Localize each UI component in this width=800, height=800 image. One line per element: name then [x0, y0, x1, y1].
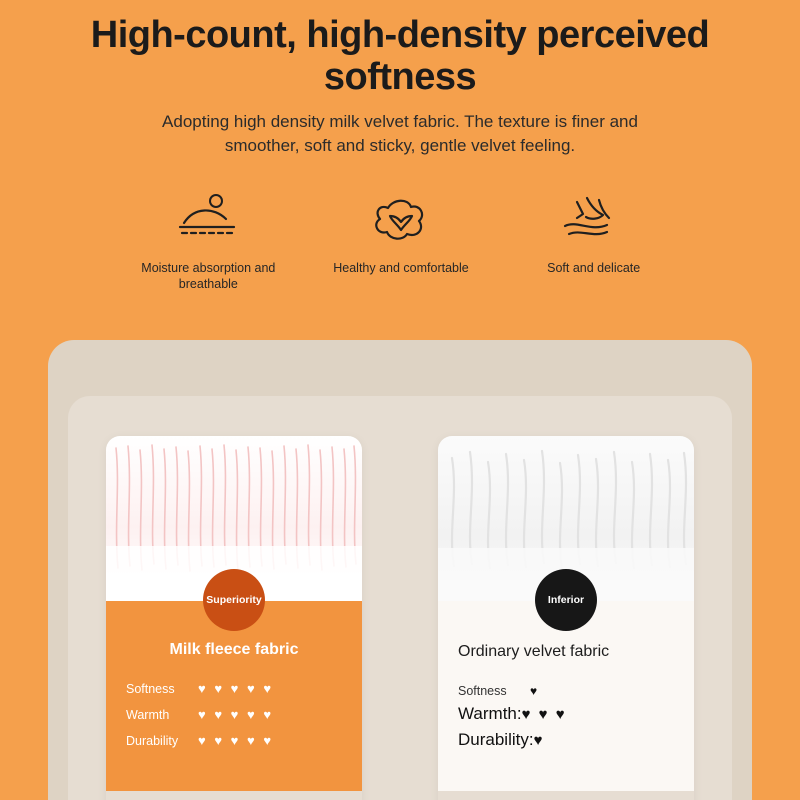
badge-inferior: Inferior [535, 569, 597, 631]
feature-item-healthy [305, 186, 498, 292]
feature-item-soft [497, 186, 690, 292]
attribute-label: Durability: [458, 730, 534, 749]
attribute-hearts: ♥ [530, 684, 540, 698]
feature-label: Soft and delicate [547, 261, 641, 275]
soft-touch-hand-icon [497, 186, 690, 248]
badge-superiority: Superiority [203, 569, 265, 631]
comparison-column-inferior [400, 396, 732, 800]
attribute-label: Softness [458, 684, 507, 698]
feature-item-moisture [112, 186, 305, 292]
feature-label: Moisture absorption and breathable [141, 261, 276, 291]
comparison-panel [48, 340, 752, 800]
attribute-label: Softness [126, 681, 175, 696]
fabric-title-inferior: Ordinary velvet fabric [458, 643, 610, 660]
attribute-hearts: ♥ ♥ ♥ [521, 706, 567, 723]
fabric-card-inferior[interactable] [438, 436, 694, 800]
attribute-hearts: ♥ [533, 732, 545, 749]
attribute-label: Warmth [126, 707, 170, 722]
attribute-row [458, 704, 674, 724]
attribute-row [126, 707, 342, 722]
cotton-flower-icon [305, 186, 498, 248]
feature-list [0, 158, 800, 292]
page-subtitle: Adopting high density milk velvet fabric. The texture is finer and smoother, soft and sticky, gentle velvet feeling. [162, 112, 638, 155]
attribute-hearts: ♥ ♥ ♥ ♥ ♥ [198, 733, 274, 748]
page-title: High-count, high-density perceived softness [90, 14, 710, 98]
feature-label: Healthy and comfortable [333, 261, 469, 275]
fabric-title-superior: Milk fleece fabric [169, 641, 299, 658]
comparison-panel-inner [68, 396, 732, 800]
fabric-card-superior[interactable] [106, 436, 362, 800]
attribute-row [458, 730, 674, 750]
attribute-hearts: ♥ ♥ ♥ ♥ ♥ [198, 681, 274, 696]
header [0, 0, 800, 158]
attribute-label: Warmth: [458, 704, 522, 723]
attribute-label: Durability [126, 733, 179, 748]
comparison-column-superior [68, 396, 400, 800]
attribute-row [126, 733, 342, 748]
attribute-row [458, 684, 674, 698]
attribute-hearts: ♥ ♥ ♥ ♥ ♥ [198, 707, 274, 722]
attribute-row [126, 681, 342, 696]
moisture-absorption-icon [112, 186, 305, 248]
